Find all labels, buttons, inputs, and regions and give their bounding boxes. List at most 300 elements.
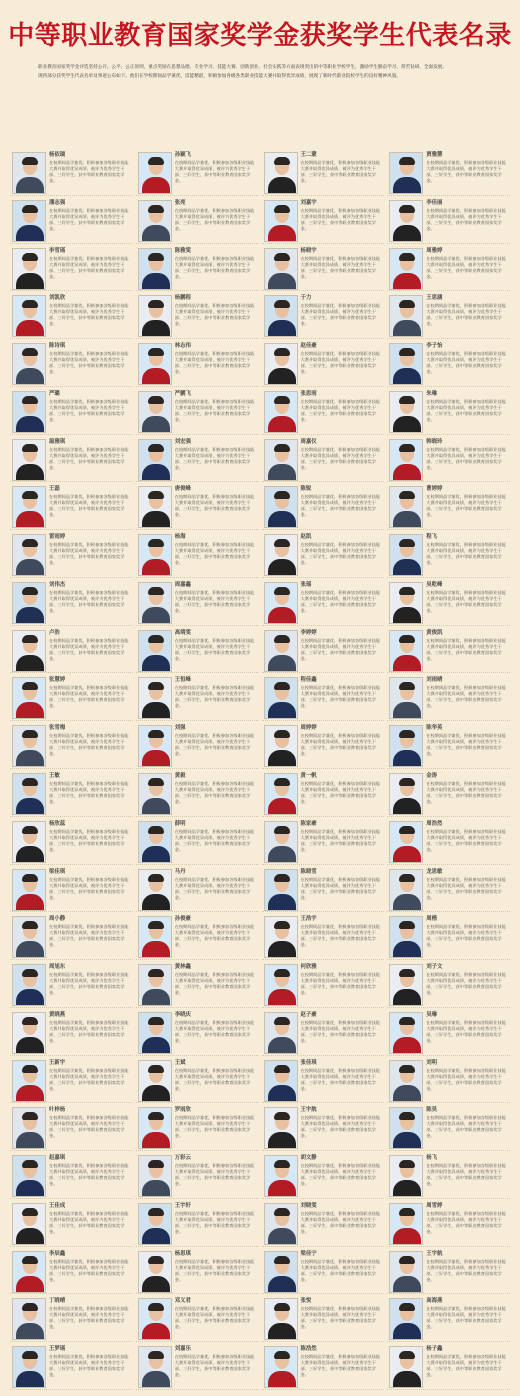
student-photo xyxy=(389,1298,423,1340)
student-description: 在校期间品学兼优，积极参加各级职业技能大赛并取得优异成绩，被评为优秀学生干部、三好学生，获中等职业教育国家奖学金。 xyxy=(300,1019,381,1043)
student-name: 叶梓杨 xyxy=(49,1107,66,1114)
student-photo xyxy=(138,677,172,719)
student-description: 在校期间品学兼优，积极参加各级职业技能大赛并取得优异成绩，被评为优秀学生干部、三好学生，获中等职业教育国家奖学金。 xyxy=(300,1163,381,1187)
student-photo xyxy=(12,200,46,242)
student-description: 在校期间品学兼优，积极参加各级职业技能大赛并取得优异成绩，被评为优秀学生干部、三好学生，获中等职业教育国家奖学金。 xyxy=(300,1354,381,1378)
student-card xyxy=(136,628,259,674)
student-name: 邓义君 xyxy=(174,1298,191,1305)
student-info xyxy=(49,248,131,292)
student-description: 在校期间品学兼优，积极参加各级职业技能大赛并取得优异成绩，被评为优秀学生干部、三好学生，获中等职业教育国家奖学金。 xyxy=(426,1115,506,1139)
student-description: 在校期间品学兼优，积极参加各级职业技能大赛并取得优异成绩，被评为优秀学生干部、三好学生，获中等职业教育国家奖学金。 xyxy=(49,828,129,852)
student-description: 在校期间品学兼优，积极参加各级职业技能大赛并取得优异成绩，被评为优秀学生干部、三好学生，获中等职业教育国家奖学金。 xyxy=(426,924,506,948)
student-name: 周嘉仪 xyxy=(300,438,317,445)
student-name: 高靖雯 xyxy=(174,629,191,636)
student-name: 何欣雅 xyxy=(300,964,317,971)
student-info xyxy=(426,630,508,674)
student-description: 在校期间品学兼优，积极参加各级职业技能大赛并取得优异成绩，被评为优秀学生干部、三好学生，获中等职业教育国家奖学金。 xyxy=(426,303,506,327)
student-name: 李晓庆 xyxy=(174,1011,191,1018)
student-description: 在校期间品学兼优，积极参加各级职业技能大赛并取得优异成绩，被评为优秀学生干部、三好学生，获中等职业教育国家奖学金。 xyxy=(174,637,255,661)
student-description: 在校期间品学兼优，积极参加各级职业技能大赛并取得优异成绩，被评为优秀学生干部、三好学生，获中等职业教育国家奖学金。 xyxy=(174,972,255,996)
student-name: 马丹 xyxy=(174,868,186,875)
student-description: 在校期间品学兼优，积极参加各级职业技能大赛并取得优异成绩，被评为优秀学生干部、三好学生，获中等职业教育国家奖学金。 xyxy=(426,637,506,661)
student-info xyxy=(426,1346,508,1390)
student-photo xyxy=(264,1060,298,1102)
student-photo xyxy=(12,677,46,719)
student-card xyxy=(387,580,510,626)
student-card xyxy=(136,1249,259,1295)
student-name: 刘嘉宇 xyxy=(300,199,317,206)
student-info xyxy=(426,1203,508,1247)
student-card xyxy=(262,1344,385,1390)
student-card xyxy=(387,867,510,913)
student-description: 在校期间品学兼优，积极参加各级职业技能大赛并取得优异成绩，被评为优秀学生干部、三好学生，获中等职业教育国家奖学金。 xyxy=(49,1354,129,1378)
student-info xyxy=(175,1203,257,1247)
student-description: 在校期间品学兼优，积极参加各级职业技能大赛并取得优异成绩，被评为优秀学生干部、三好学生，获中等职业教育国家奖学金。 xyxy=(300,542,381,566)
student-name: 杨欣蕊 xyxy=(49,820,66,827)
student-photo xyxy=(12,869,46,911)
student-photo xyxy=(389,343,423,385)
student-card xyxy=(387,1153,510,1199)
student-info xyxy=(49,677,131,721)
student-info xyxy=(175,295,257,339)
student-photo xyxy=(12,248,46,290)
student-info xyxy=(175,486,257,530)
student-name: 曹婷婷 xyxy=(426,486,443,493)
student-name: 王宇航 xyxy=(300,1107,317,1114)
student-photo xyxy=(138,439,172,481)
student-description: 在校期间品学兼优，积极参加各级职业技能大赛并取得优异成绩，被评为优秀学生干部、三好学生，获中等职业教育国家奖学金。 xyxy=(300,972,381,996)
student-info xyxy=(301,582,383,626)
student-grid xyxy=(10,150,510,1390)
student-photo xyxy=(264,200,298,242)
student-card xyxy=(387,1201,510,1247)
student-name: 杨鹏程 xyxy=(174,295,191,302)
student-name: 朱琳 xyxy=(426,390,438,397)
student-photo xyxy=(389,1012,423,1054)
student-photo xyxy=(389,1060,423,1102)
student-photo xyxy=(12,152,46,194)
student-description: 在校期间品学兼优，积极参加各级职业技能大赛并取得优异成绩，被评为优秀学生干部、三好学生，获中等职业教育国家奖学金。 xyxy=(174,589,255,613)
student-info xyxy=(49,1107,131,1151)
student-description: 在校期间品学兼优，积极参加各级职业技能大赛并取得优异成绩，被评为优秀学生干部、三好学生，获中等职业教育国家奖学金。 xyxy=(426,160,506,183)
student-name: 李雪瑶 xyxy=(49,247,66,254)
student-info xyxy=(175,677,257,721)
student-info xyxy=(49,486,131,530)
student-info xyxy=(175,773,257,817)
student-description: 在校期间品学兼优，积极参加各级职业技能大赛并取得优异成绩，被评为优秀学生干部、三好学生，获中等职业教育国家奖学金。 xyxy=(174,780,255,804)
student-card xyxy=(136,723,259,769)
student-photo xyxy=(138,869,172,911)
student-description: 在校期间品学兼优，积极参加各级职业技能大赛并取得优异成绩，被评为优秀学生干部、三好学生，获中等职业教育国家奖学金。 xyxy=(174,828,255,852)
student-info xyxy=(301,152,383,196)
student-photo xyxy=(264,916,298,958)
student-photo xyxy=(12,1203,46,1245)
student-info xyxy=(49,773,131,817)
student-description: 在校期间品学兼优，积极参加各级职业技能大赛并取得优异成绩，被评为优秀学生干部、三好学生，获中等职业教育国家奖学金。 xyxy=(174,494,255,518)
student-photo xyxy=(389,152,423,194)
student-photo xyxy=(389,821,423,863)
student-info xyxy=(426,391,508,435)
student-card xyxy=(262,1105,385,1151)
student-description: 在校期间品学兼优，积极参加各级职业技能大赛并取得优异成绩，被评为优秀学生干部、三好学生，获中等职业教育国家奖学金。 xyxy=(49,589,129,613)
student-card xyxy=(136,437,259,483)
student-name: 陈昊 xyxy=(426,1107,438,1114)
student-name: 刘凯欣 xyxy=(49,295,66,302)
student-description: 在校期间品学兼优，积极参加各级职业技能大赛并取得优异成绩，被评为优秀学生干部、三好学生，获中等职业教育国家奖学金。 xyxy=(300,876,381,900)
student-photo xyxy=(12,630,46,672)
student-photo xyxy=(389,725,423,767)
student-card xyxy=(136,867,259,913)
student-description: 在校期间品学兼优，积极参加各级职业技能大赛并取得优异成绩，被评为优秀学生干部、三好学生，获中等职业教育国家奖学金。 xyxy=(174,1067,255,1091)
student-description: 在校期间品学兼优，积极参加各级职业技能大赛并取得优异成绩，被评为优秀学生干部、三好学生，获中等职业教育国家奖学金。 xyxy=(426,494,506,518)
student-photo xyxy=(138,630,172,672)
student-card xyxy=(262,150,385,196)
student-description: 在校期间品学兼优，积极参加各级职业技能大赛并取得优异成绩，被评为优秀学生干部、三好学生，获中等职业教育国家奖学金。 xyxy=(300,733,381,757)
student-description: 在校期间品学兼优，积极参加各级职业技能大赛并取得优异成绩，被评为优秀学生干部、三好学生，获中等职业教育国家奖学金。 xyxy=(174,1115,255,1139)
student-name: 程飞 xyxy=(426,534,438,541)
student-name: 周嘉鑫 xyxy=(174,581,191,588)
student-photo xyxy=(264,1298,298,1340)
student-name: 胡文静 xyxy=(300,1155,317,1162)
student-info xyxy=(175,343,257,387)
student-card xyxy=(10,962,133,1008)
student-name: 赵佳豪 xyxy=(300,343,317,350)
student-photo xyxy=(389,773,423,815)
student-name: 王二蒙 xyxy=(300,152,317,158)
student-photo xyxy=(264,439,298,481)
student-description: 在校期间品学兼优，积极参加各级职业技能大赛并取得优异成绩，被评为优秀学生干部、三好学生，获中等职业教育国家奖学金。 xyxy=(174,351,255,375)
student-photo xyxy=(389,1251,423,1293)
student-description: 在校期间品学兼优，积极参加各级职业技能大赛并取得优异成绩，被评为优秀学生干部、三好学生，获中等职业教育国家奖学金。 xyxy=(300,303,381,327)
student-description: 在校期间品学兼优，积极参加各级职业技能大赛并取得优异成绩，被评为优秀学生干部、三好学生，获中等职业教育国家奖学金。 xyxy=(174,160,255,183)
student-name: 周浩然 xyxy=(426,820,443,827)
student-name: 张瑶 xyxy=(300,581,312,588)
student-info xyxy=(301,869,383,913)
student-card xyxy=(10,628,133,674)
student-name: 韩晓玲 xyxy=(426,438,443,445)
student-photo xyxy=(264,1155,298,1197)
student-card xyxy=(136,1201,259,1247)
student-description: 在校期间品学兼优，积极参加各级职业技能大赛并取得优异成绩，被评为优秀学生干部、三好学生，获中等职业教育国家奖学金。 xyxy=(174,1019,255,1043)
student-info xyxy=(49,630,131,674)
student-description: 在校期间品学兼优，积极参加各级职业技能大赛并取得优异成绩，被评为优秀学生干部、三好学生，获中等职业教育国家奖学金。 xyxy=(426,1258,506,1282)
student-photo xyxy=(12,916,46,958)
student-info xyxy=(301,1155,383,1199)
student-info xyxy=(426,1060,508,1104)
student-card xyxy=(387,246,510,292)
student-info xyxy=(175,964,257,1008)
student-info xyxy=(426,1155,508,1199)
student-card xyxy=(136,771,259,817)
student-card xyxy=(387,198,510,244)
student-name: 张佳琪 xyxy=(300,1059,317,1066)
student-info xyxy=(175,391,257,435)
student-photo xyxy=(138,1060,172,1102)
student-card xyxy=(136,1296,259,1342)
student-card xyxy=(262,198,385,244)
student-card xyxy=(262,246,385,292)
student-description: 在校期间品学兼优，积极参加各级职业技能大赛并取得优异成绩，被评为优秀学生干部、三好学生，获中等职业教育国家奖学金。 xyxy=(426,1354,506,1378)
student-card xyxy=(136,293,259,339)
student-description: 在校期间品学兼优，积极参加各级职业技能大赛并取得优异成绩，被评为优秀学生干部、三好学生，获中等职业教育国家奖学金。 xyxy=(426,542,506,566)
student-description: 在校期间品学兼优，积极参加各级职业技能大赛并取得优异成绩，被评为优秀学生干部、三好学生，获中等职业教育国家奖学金。 xyxy=(426,1019,506,1043)
student-info xyxy=(426,343,508,387)
student-card xyxy=(387,1058,510,1104)
student-card xyxy=(10,819,133,865)
student-description: 在校期间品学兼优，积极参加各级职业技能大赛并取得优异成绩，被评为优秀学生干部、三好学生，获中等职业教育国家奖学金。 xyxy=(426,1067,506,1091)
student-info xyxy=(301,486,383,530)
student-card xyxy=(262,580,385,626)
student-photo xyxy=(264,773,298,815)
student-name: 黄晓燕 xyxy=(49,1011,66,1018)
student-photo xyxy=(138,1251,172,1293)
student-description: 在校期间品学兼优，积极参加各级职业技能大赛并取得优异成绩，被评为优秀学生干部、三好学生，获中等职业教育国家奖学金。 xyxy=(300,398,381,422)
student-photo xyxy=(264,248,298,290)
student-info xyxy=(175,916,257,960)
student-info xyxy=(301,1346,383,1390)
student-card xyxy=(262,675,385,721)
student-info xyxy=(301,1203,383,1247)
student-info xyxy=(426,200,508,244)
student-card xyxy=(387,962,510,1008)
student-photo xyxy=(389,391,423,433)
student-description: 在校期间品学兼优，积极参加各级职业技能大赛并取得优异成绩，被评为优秀学生干部、三好学生，获中等职业教育国家奖学金。 xyxy=(174,685,255,709)
intro-paragraph: 现将部分获奖学生代表名单及事迹公布如下。他们在学校期间品学兼优、技能精湛，积极参加各级各类职业技能大赛并取得优异成绩，展现了新时代职业院校学生的良好精神风貌。 xyxy=(38,73,401,79)
student-description: 在校期间品学兼优，积极参加各级职业技能大赛并取得优异成绩，被评为优秀学生干部、三好学生，获中等职业教育国家奖学金。 xyxy=(49,255,129,279)
student-info xyxy=(426,1012,508,1056)
student-description: 在校期间品学兼优，积极参加各级职业技能大赛并取得优异成绩，被评为优秀学生干部、三好学生，获中等职业教育国家奖学金。 xyxy=(300,685,381,709)
student-name: 李子怡 xyxy=(426,343,443,350)
student-description: 在校期间品学兼优，积极参加各级职业技能大赛并取得优异成绩，被评为优秀学生干部、三好学生，获中等职业教育国家奖学金。 xyxy=(300,589,381,613)
student-name: 王思涵 xyxy=(426,295,443,302)
student-info xyxy=(426,152,508,196)
student-name: 潘志强 xyxy=(49,199,66,206)
student-info xyxy=(301,773,383,817)
student-photo xyxy=(264,486,298,528)
student-card xyxy=(262,341,385,387)
student-info xyxy=(426,869,508,913)
student-info xyxy=(301,677,383,721)
student-card xyxy=(262,484,385,530)
student-name: 张悦 xyxy=(300,1298,312,1305)
student-info xyxy=(175,534,257,578)
student-name: 罗雨欣 xyxy=(174,1107,191,1114)
student-card xyxy=(387,723,510,769)
student-info xyxy=(426,725,508,769)
student-name: 周旭东 xyxy=(49,964,66,971)
student-card xyxy=(10,867,133,913)
student-info xyxy=(49,200,131,244)
student-name: 黄俊凯 xyxy=(426,629,443,636)
student-photo xyxy=(264,821,298,863)
student-photo xyxy=(389,1107,423,1149)
student-description: 在校期间品学兼优，积极参加各级职业技能大赛并取得优异成绩，被评为优秀学生干部、三好学生，获中等职业教育国家奖学金。 xyxy=(426,1210,506,1234)
student-photo xyxy=(389,295,423,337)
student-name: 刘嘉乐 xyxy=(174,1346,191,1353)
student-photo xyxy=(138,773,172,815)
student-name: 张慧婷 xyxy=(49,677,66,684)
student-card xyxy=(262,962,385,1008)
student-description: 在校期间品学兼优，积极参加各级职业技能大赛并取得优异成绩，被评为优秀学生干部、三好学生，获中等职业教育国家奖学金。 xyxy=(49,351,129,375)
student-description: 在校期间品学兼优，积极参加各级职业技能大赛并取得优异成绩，被评为优秀学生干部、三好学生，获中等职业教育国家奖学金。 xyxy=(49,637,129,661)
student-card xyxy=(136,1010,259,1056)
student-description: 在校期间品学兼优，积极参加各级职业技能大赛并取得优异成绩，被评为优秀学生干部、三好学生，获中等职业教育国家奖学金。 xyxy=(174,1210,255,1234)
student-card xyxy=(262,532,385,578)
student-name: 刘强 xyxy=(174,725,186,732)
student-info xyxy=(175,152,257,196)
student-name: 杨思琪 xyxy=(174,1250,191,1257)
student-photo xyxy=(138,200,172,242)
student-info xyxy=(301,534,383,578)
student-name: 黄毅 xyxy=(174,772,186,779)
student-info xyxy=(175,630,257,674)
student-description: 在校期间品学兼优，积极参加各级职业技能大赛并取得优异成绩，被评为优秀学生干部、三好学生，获中等职业教育国家奖学金。 xyxy=(426,828,506,852)
student-card xyxy=(262,819,385,865)
student-photo xyxy=(389,1203,423,1245)
student-info xyxy=(175,869,257,913)
student-photo xyxy=(389,439,423,481)
student-info xyxy=(426,486,508,530)
student-description: 在校期间品学兼优，积极参加各级职业技能大赛并取得优异成绩，被评为优秀学生干部、三好学生，获中等职业教育国家奖学金。 xyxy=(300,1258,381,1282)
student-name: 王恒峰 xyxy=(174,677,191,684)
student-card xyxy=(262,914,385,960)
student-description: 在校期间品学兼优，积极参加各级职业技能大赛并取得优异成绩，被评为优秀学生干部、三好学生，获中等职业教育国家奖学金。 xyxy=(49,780,129,804)
student-card xyxy=(136,1058,259,1104)
student-name: 周雪婷 xyxy=(426,1202,443,1209)
student-info xyxy=(301,630,383,674)
student-info xyxy=(301,821,383,865)
student-name: 唐俊峰 xyxy=(174,486,191,493)
student-info xyxy=(49,1346,131,1390)
student-name: 梁佳琪 xyxy=(49,868,66,875)
student-card xyxy=(10,771,133,817)
student-info xyxy=(175,725,257,769)
student-photo xyxy=(138,1155,172,1197)
student-photo xyxy=(12,1107,46,1149)
student-description: 在校期间品学兼优，积极参加各级职业技能大赛并取得优异成绩，被评为优秀学生干部、三好学生，获中等职业教育国家奖学金。 xyxy=(300,446,381,470)
student-photo xyxy=(12,964,46,1006)
student-name: 陈晓雪 xyxy=(300,868,317,875)
student-name: 黄林鑫 xyxy=(174,964,191,971)
student-info xyxy=(49,869,131,913)
student-info xyxy=(49,1298,131,1342)
student-description: 在校期间品学兼优，积极参加各级职业技能大赛并取得优异成绩，被评为优秀学生干部、三好学生，获中等职业教育国家奖学金。 xyxy=(49,1019,129,1043)
student-card xyxy=(136,1344,259,1390)
student-name: 张亮 xyxy=(174,199,186,206)
student-description: 在校期间品学兼优，积极参加各级职业技能大赛并取得优异成绩，被评为优秀学生干部、三好学生，获中等职业教育国家奖学金。 xyxy=(300,780,381,804)
student-description: 在校期间品学兼优，积极参加各级职业技能大赛并取得优异成绩，被评为优秀学生干部、三好学生，获中等职业教育国家奖学金。 xyxy=(174,207,255,231)
student-card xyxy=(387,675,510,721)
student-photo xyxy=(12,1012,46,1054)
student-photo xyxy=(264,1012,298,1054)
student-photo xyxy=(389,200,423,242)
student-photo xyxy=(12,582,46,624)
student-name: 王宇航 xyxy=(426,1250,443,1257)
student-photo xyxy=(12,1298,46,1340)
student-card xyxy=(10,437,133,483)
student-description: 在校期间品学兼优，积极参加各级职业技能大赛并取得优异成绩，被评为优秀学生干部、三好学生，获中等职业教育国家奖学金。 xyxy=(300,1067,381,1091)
student-photo xyxy=(138,152,172,194)
student-name: 赵凯 xyxy=(300,534,312,541)
student-info xyxy=(175,582,257,626)
student-name: 杨海 xyxy=(174,534,186,541)
student-description: 在校期间品学兼优，积极参加各级职业技能大赛并取得优异成绩，被评为优秀学生干部、三好学生，获中等职业教育国家奖学金。 xyxy=(426,255,506,279)
student-name: 周小静 xyxy=(49,916,66,923)
student-card xyxy=(387,389,510,435)
student-name: 李辰鑫 xyxy=(49,1250,66,1257)
student-card xyxy=(10,1010,133,1056)
student-info xyxy=(49,725,131,769)
student-description: 在校期间品学兼优，积极参加各级职业技能大赛并取得优异成绩，被评为优秀学生干部、三好学生，获中等职业教育国家奖学金。 xyxy=(174,876,255,900)
student-name: 程佳鑫 xyxy=(300,677,317,684)
student-info xyxy=(175,1012,257,1056)
student-description: 在校期间品学兼优，积极参加各级职业技能大赛并取得优异成绩，被评为优秀学生干部、三好学生，获中等职业教育国家奖学金。 xyxy=(426,1306,506,1330)
student-description: 在校期间品学兼优，积极参加各级职业技能大赛并取得优异成绩，被评为优秀学生干部、三好学生，获中等职业教育国家奖学金。 xyxy=(49,398,129,422)
student-card xyxy=(387,1344,510,1390)
student-description: 在校期间品学兼优，积极参加各级职业技能大赛并取得优异成绩，被评为优秀学生干部、三好学生，获中等职业教育国家奖学金。 xyxy=(49,1115,129,1139)
student-info xyxy=(175,1107,257,1151)
student-photo xyxy=(138,486,172,528)
student-description: 在校期间品学兼优，积极参加各级职业技能大赛并取得优异成绩，被评为优秀学生干部、三好学生，获中等职业教育国家奖学金。 xyxy=(49,1067,129,1091)
student-card xyxy=(10,580,133,626)
student-card xyxy=(387,532,510,578)
student-description: 在校期间品学兼优，积极参加各级职业技能大赛并取得优异成绩，被评为优秀学生干部、三好学生，获中等职业教育国家奖学金。 xyxy=(174,924,255,948)
student-photo xyxy=(389,1346,423,1388)
student-photo xyxy=(264,391,298,433)
student-info xyxy=(175,1060,257,1104)
student-photo xyxy=(264,295,298,337)
student-photo xyxy=(138,1107,172,1149)
student-name: 杨依瑞 xyxy=(49,152,66,158)
student-description: 在校期间品学兼优，积极参加各级职业技能大赛并取得优异成绩，被评为优秀学生干部、三好学生，获中等职业教育国家奖学金。 xyxy=(49,1210,129,1234)
student-name: 杨子鑫 xyxy=(426,1346,443,1353)
student-description: 在校期间品学兼优，积极参加各级职业技能大赛并取得优异成绩，被评为优秀学生干部、三好学生，获中等职业教育国家奖学金。 xyxy=(426,1163,506,1187)
student-photo xyxy=(389,534,423,576)
student-photo xyxy=(138,295,172,337)
student-card xyxy=(387,771,510,817)
student-info xyxy=(175,1298,257,1342)
student-info xyxy=(175,248,257,292)
student-description: 在校期间品学兼优，积极参加各级职业技能大赛并取得优异成绩，被评为优秀学生干部、三好学生，获中等职业教育国家奖学金。 xyxy=(49,1163,129,1187)
student-card xyxy=(10,675,133,721)
student-description: 在校期间品学兼优，积极参加各级职业技能大赛并取得优异成绩，被评为优秀学生干部、三好学生，获中等职业教育国家奖学金。 xyxy=(300,1115,381,1139)
student-description: 在校期间品学兼优，积极参加各级职业技能大赛并取得优异成绩，被评为优秀学生干部、三好学生，获中等职业教育国家奖学金。 xyxy=(300,351,381,375)
student-card xyxy=(10,293,133,339)
student-photo xyxy=(389,582,423,624)
student-name: 吴乾峰 xyxy=(426,581,443,588)
student-card xyxy=(10,1105,133,1151)
student-name: 吴琳 xyxy=(426,1011,438,1018)
student-card xyxy=(387,819,510,865)
student-card xyxy=(262,293,385,339)
student-description: 在校期间品学兼优，积极参加各级职业技能大赛并取得优异成绩，被评为优秀学生干部、三好学生，获中等职业教育国家奖学金。 xyxy=(174,398,255,422)
student-description: 在校期间品学兼优，积极参加各级职业技能大赛并取得优异成绩，被评为优秀学生干部、三好学生，获中等职业教育国家奖学金。 xyxy=(426,589,506,613)
student-description: 在校期间品学兼优，积极参加各级职业技能大赛并取得优异成绩，被评为优秀学生干部、三好学生，获中等职业教育国家奖学金。 xyxy=(426,398,506,422)
student-info xyxy=(301,725,383,769)
student-name: 温雅琪 xyxy=(49,438,66,445)
student-card xyxy=(10,1344,133,1390)
student-name: 梁佳宁 xyxy=(300,1250,317,1257)
student-description: 在校期间品学兼优，积极参加各级职业技能大赛并取得优异成绩，被评为优秀学生干部、三好学生，获中等职业教育国家奖学金。 xyxy=(426,733,506,757)
student-card xyxy=(262,1153,385,1199)
student-card xyxy=(387,914,510,960)
student-photo xyxy=(12,773,46,815)
student-description: 在校期间品学兼优，积极参加各级职业技能大赛并取得优异成绩，被评为优秀学生干部、三好学生，获中等职业教育国家奖学金。 xyxy=(426,780,506,804)
student-card xyxy=(387,1296,510,1342)
student-name: 王新宇 xyxy=(49,1059,66,1066)
student-photo xyxy=(264,1251,298,1293)
student-photo xyxy=(12,1060,46,1102)
